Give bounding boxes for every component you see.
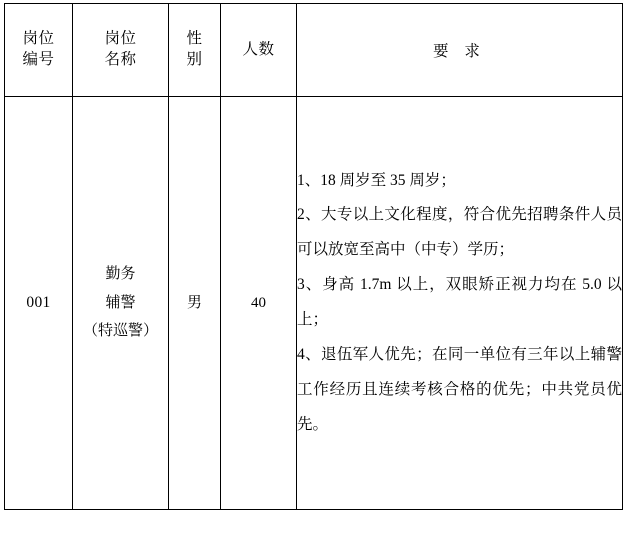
requirement-item-1: 1、18 周岁至 35 周岁； bbox=[297, 171, 456, 189]
requirements-header-text: 要 求 bbox=[433, 43, 486, 60]
post-name-line-2: 辅警 bbox=[105, 294, 136, 311]
column-header-post-code bbox=[5, 4, 73, 97]
post-code-value: 001 bbox=[26, 294, 51, 312]
gender-header-text bbox=[186, 29, 202, 71]
cell-requirements bbox=[297, 97, 623, 510]
cell-post-name bbox=[73, 97, 169, 510]
table-header bbox=[5, 4, 623, 97]
column-header-requirements bbox=[297, 4, 623, 97]
header-row bbox=[5, 4, 623, 97]
requirement-item-4: 4、退伍军人优先；在同一单位有三年以上辅警工作经历且连续考核合格的优先；中共党员优先。 bbox=[297, 345, 622, 433]
recruitment-table bbox=[4, 3, 623, 510]
requirements-list bbox=[297, 164, 622, 443]
column-header-post-name bbox=[73, 4, 169, 97]
table-row bbox=[5, 97, 623, 510]
post-name-header-text bbox=[104, 29, 136, 71]
cell-gender bbox=[169, 97, 221, 510]
requirement-item-3: 3、身高 1.7m 以上，双眼矫正视力均在 5.0 以上； bbox=[297, 276, 622, 328]
document-page bbox=[0, 3, 627, 533]
gender-header-line-2: 别 bbox=[186, 51, 203, 68]
cell-post-code bbox=[5, 97, 73, 510]
post-code-header-line-2: 编号 bbox=[22, 51, 55, 68]
post-name-line-1: 勤务 bbox=[105, 266, 136, 283]
table-body bbox=[5, 97, 623, 510]
post-name-header-line-1: 岗位 bbox=[104, 30, 137, 48]
headcount-header-text: 人数 bbox=[242, 40, 275, 58]
column-header-gender bbox=[169, 4, 221, 97]
post-name-header-line-2: 名称 bbox=[104, 51, 137, 68]
cell-headcount bbox=[221, 97, 297, 510]
column-header-headcount bbox=[221, 4, 297, 97]
headcount-value: 40 bbox=[251, 294, 266, 311]
gender-value: 男 bbox=[186, 294, 202, 311]
post-code-header-text bbox=[22, 29, 54, 71]
gender-header-line-1: 性 bbox=[186, 30, 203, 48]
post-name-value bbox=[73, 260, 168, 346]
post-name-line-3: （特巡警） bbox=[82, 323, 158, 340]
requirement-item-2: 2、大专以上文化程度，符合优先招聘条件人员可以放宽至高中（中专）学历； bbox=[297, 206, 622, 259]
post-code-header-line-1: 岗位 bbox=[22, 30, 55, 48]
